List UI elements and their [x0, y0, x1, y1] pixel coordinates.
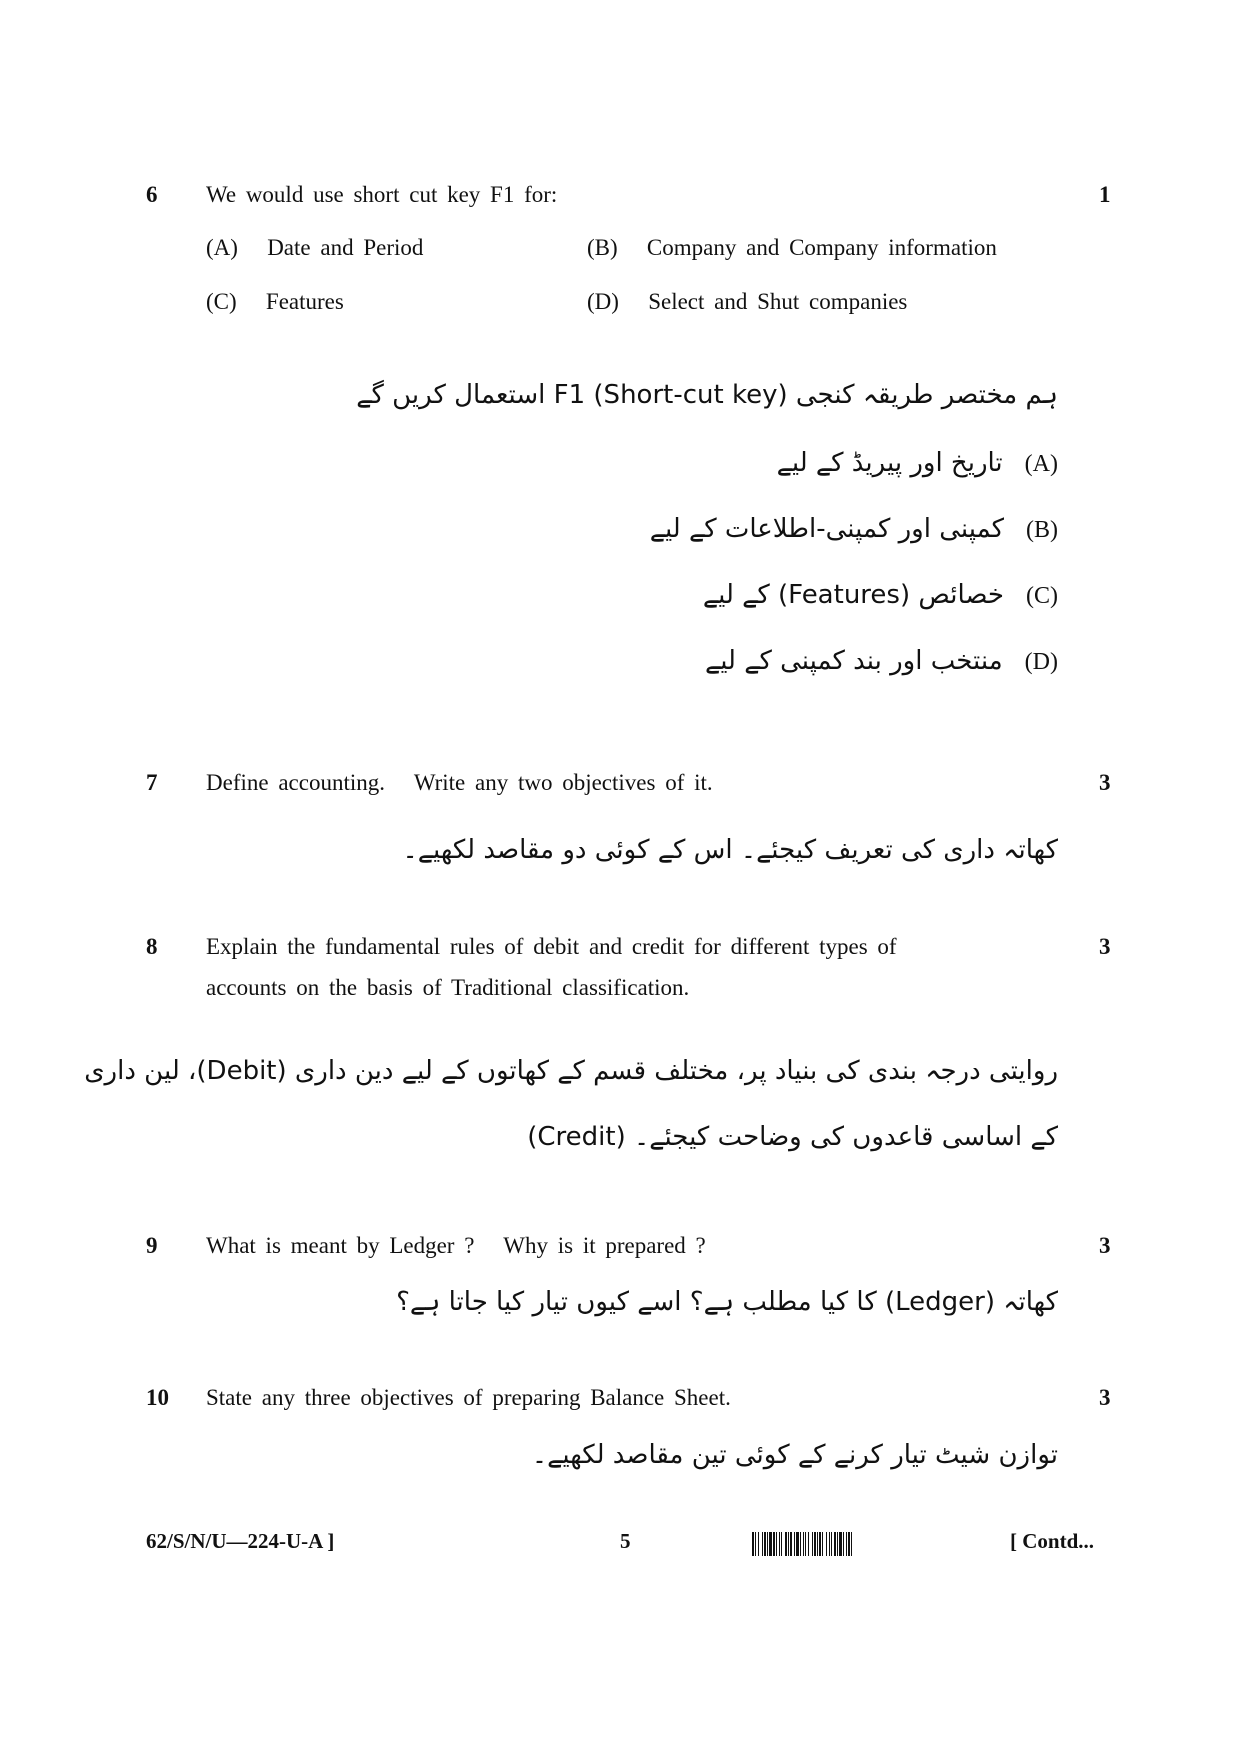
question-8-text-line-1: Explain the fundamental rules of debit and credit for different types of: [206, 934, 897, 959]
option-c-label: (C): [206, 289, 237, 314]
option-d-text: Select and Shut companies: [648, 289, 908, 314]
urdu-option-d: [705, 646, 1058, 676]
option-a-text: Date and Period: [267, 235, 424, 260]
question-6-text: We would use short cut key F1 for:: [206, 182, 558, 207]
urdu-option-a: [777, 448, 1058, 478]
option-b-text: Company and Company information: [646, 235, 997, 260]
question-7-text: Define accounting. Write any two objectives of it.: [206, 770, 713, 795]
question-10-urdu: توازن شیٹ تیار کرنے کے کوئی تین مقاصد لکھیے۔: [531, 1440, 1058, 1470]
question-10-marks: 3: [1099, 1385, 1111, 1410]
page-number: 5: [620, 1529, 631, 1553]
option-c-text: Features: [265, 289, 344, 314]
question-8-text-line-2: accounts on the basis of Traditional classification.: [206, 975, 690, 1000]
urdu-option-a-label: (A): [1024, 451, 1058, 477]
paper-code: 62/S/N/U—224-U-A ]: [146, 1529, 335, 1553]
question-6-marks: 1: [1099, 182, 1111, 207]
urdu-option-b-text: کمپنی اور کمپنی-اطلاعات کے لیے: [649, 514, 1004, 544]
urdu-option-c-text: خصائص (Features) کے لیے: [702, 580, 1004, 610]
option-a: [206, 235, 423, 261]
urdu-option-d-text: منتخب اور بند کمپنی کے لیے: [704, 646, 1003, 676]
option-d-label: (D): [587, 289, 619, 314]
question-7-marks: 3: [1099, 770, 1111, 795]
question-9-marks: 3: [1099, 1233, 1111, 1258]
question-8-number: 8: [146, 934, 158, 959]
urdu-option-d-label: (D): [1024, 649, 1058, 675]
question-10-text: State any three objectives of preparing Balance Sheet.: [206, 1385, 731, 1410]
question-8-urdu-line-1: روایتی درجہ بندی کی بنیاد پر، مختلف قسم کے کھاتوں کے لیے دین داری (Debit)، لین داری: [84, 1056, 1058, 1086]
option-b-label: (B): [587, 235, 618, 260]
question-7-number: 7: [146, 770, 158, 795]
option-c: [206, 289, 344, 315]
contd-label: [ Contd...: [1010, 1529, 1095, 1553]
question-6-number: 6: [146, 182, 158, 207]
option-b: [587, 235, 997, 261]
question-9-urdu: کھاتہ (Ledger) کا کیا مطلب ہے؟ اسے کیوں تیار کیا جاتا ہے؟: [396, 1287, 1058, 1317]
question-8-urdu-line-2: (Credit) کے اساسی قاعدوں کی وضاحت کیجئے۔: [527, 1122, 1058, 1152]
urdu-option-c-label: (C): [1026, 583, 1058, 609]
option-a-label: (A): [206, 235, 238, 260]
question-6-urdu: ہم مختصر طریقہ کنجی F1 (Short-cut key) استعمال کریں گے: [356, 380, 1058, 410]
urdu-option-a-text: تاریخ اور پیریڈ کے لیے: [776, 448, 1003, 478]
urdu-option-b-label: (B): [1026, 517, 1058, 543]
barcode-image: [752, 1532, 1004, 1556]
urdu-option-c: [703, 580, 1058, 610]
question-9-text: What is meant by Ledger ? Why is it prepared ?: [206, 1233, 706, 1258]
urdu-option-b: [650, 514, 1058, 544]
option-d: [587, 289, 907, 315]
question-10-number: 10: [146, 1385, 169, 1410]
question-9-number: 9: [146, 1233, 158, 1258]
question-8-marks: 3: [1099, 934, 1111, 959]
question-7-urdu: کھاتہ داری کی تعریف کیجئے۔ اس کے کوئی دو مقاصد لکھیے۔: [402, 835, 1058, 865]
